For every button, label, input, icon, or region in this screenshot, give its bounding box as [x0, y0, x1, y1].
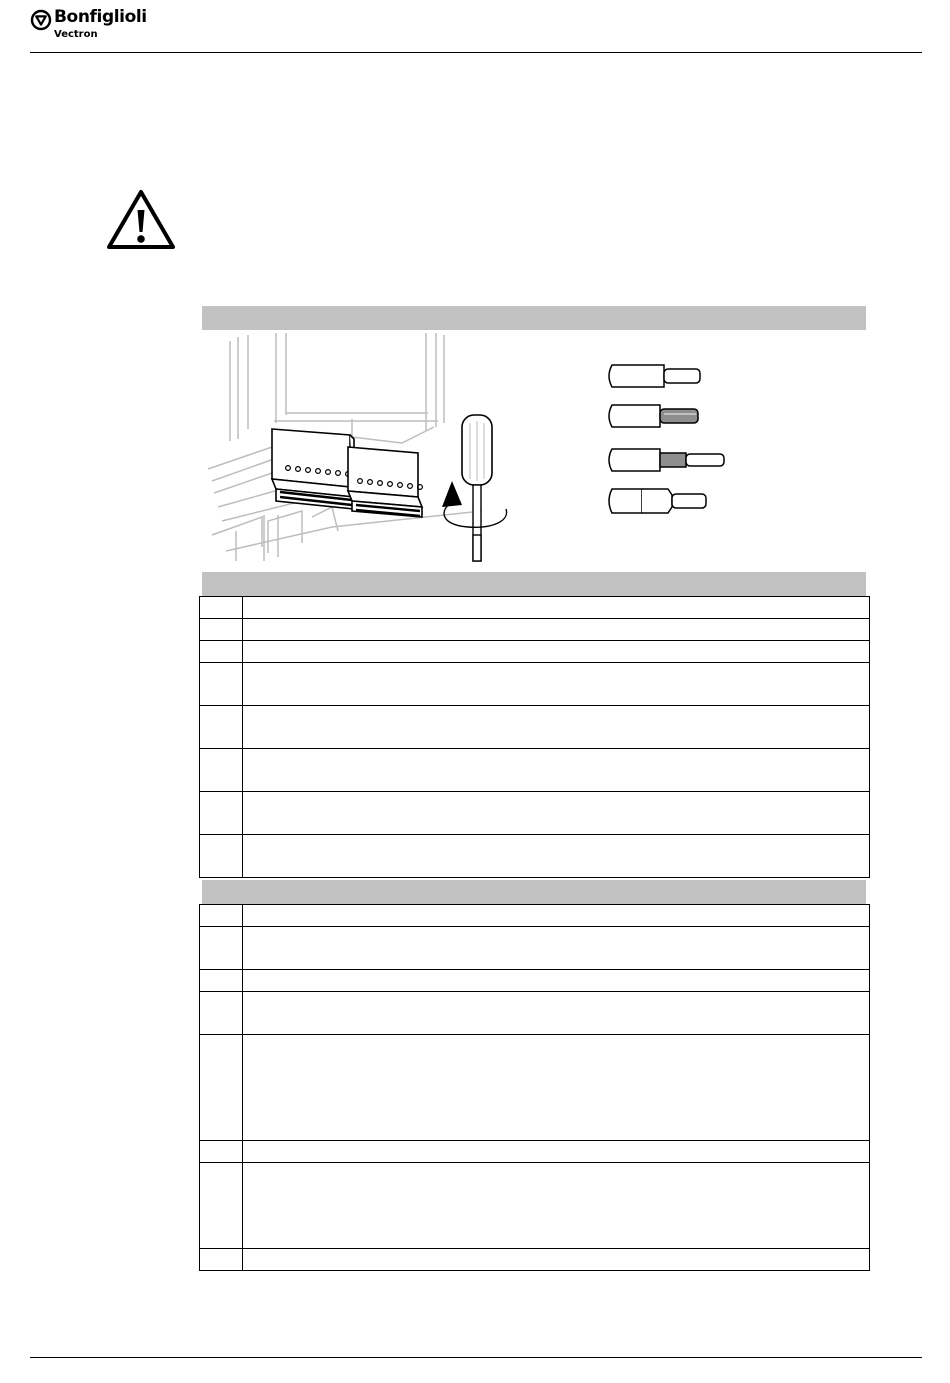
- brand-logo: [30, 8, 180, 44]
- section-bar-table-2: [202, 880, 866, 904]
- table-row: [200, 597, 870, 619]
- table-row: [200, 1035, 870, 1141]
- header-rule: [30, 52, 922, 53]
- table-row: [200, 663, 870, 706]
- footer-rule: [30, 1357, 922, 1358]
- table-row: [200, 992, 870, 1035]
- table-row: [200, 619, 870, 641]
- table-row: [200, 1163, 870, 1249]
- table-row: [200, 1249, 870, 1271]
- terminal-table-1: [199, 596, 870, 878]
- terminal-blocks-illustration: [208, 333, 482, 561]
- table-row: [200, 1141, 870, 1163]
- table-row: [200, 927, 870, 970]
- warning-triangle-icon: [106, 189, 176, 251]
- section-bar-table-1: [202, 572, 866, 596]
- table-row: [200, 792, 870, 835]
- table-row: [200, 641, 870, 663]
- table-row: [200, 835, 870, 878]
- table-row: [200, 905, 870, 927]
- brand-sub-name: Vectron: [54, 29, 98, 40]
- terminal-wiring-figure: [202, 331, 866, 571]
- wire-ferrule-icons: [609, 365, 724, 513]
- table-row: [200, 749, 870, 792]
- table-row: [200, 970, 870, 992]
- bonfiglioli-logo-icon: [30, 9, 52, 31]
- brand-name: Bonfiglioli: [54, 7, 147, 27]
- terminal-table-2: [199, 904, 870, 1271]
- table-row: [200, 706, 870, 749]
- screwdriver-icon: [442, 415, 507, 561]
- section-bar-figure: [202, 306, 866, 330]
